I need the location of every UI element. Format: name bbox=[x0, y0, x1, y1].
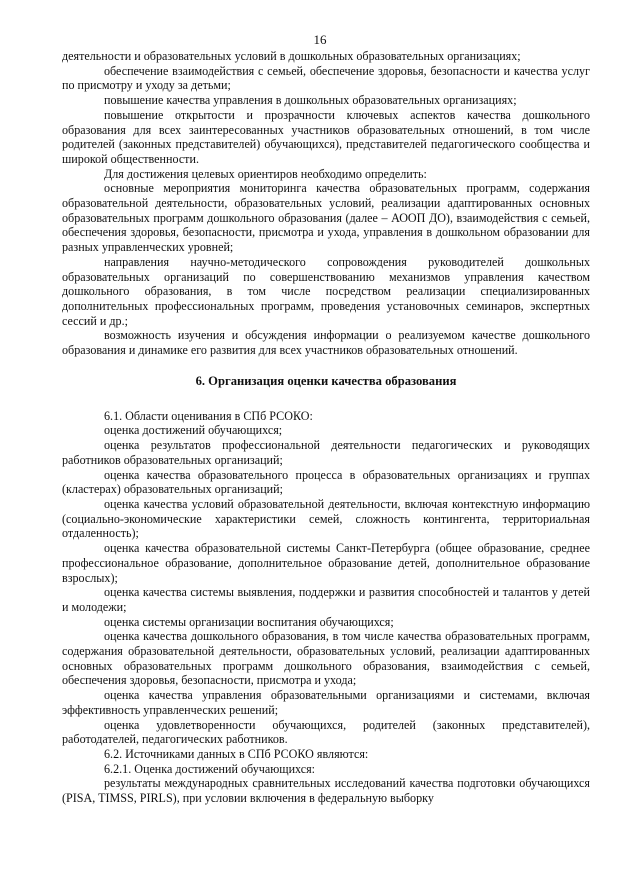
paragraph: оценка достижений обучающихся; bbox=[104, 423, 283, 438]
paragraph: оценка качества образовательного процесса в образовательных организациях и группах (кластерах) образовательных организаций; bbox=[62, 467, 590, 497]
paragraph: основные мероприятия мониторинга качества образовательных программ, содержания образовательной деятельности, образовательных условий, реализации адаптированных основных образовательных программ дошкольного образования (далее – АООП ДО), взаимодействия с семьей, обеспечения здоровья, безопасности, присмотра и ухода, управления в дошкольном образовании для разных управленческих уровней; bbox=[62, 181, 590, 255]
paragraph: оценка качества управления образовательными организациями и системами, включая эффективность управленческих решений; bbox=[62, 688, 590, 717]
paragraph: оценка качества системы выявления, поддержки и развития способностей и талантов у детей и молодежи; bbox=[62, 585, 590, 614]
paragraph: оценка результатов профессиональной деятельности педагогических и руководящих работников образовательных организаций; bbox=[62, 438, 590, 467]
section-5-continuation bbox=[62, 49, 590, 358]
paragraph: повышение качества управления в дошкольных образовательных организациях; bbox=[104, 93, 517, 108]
section-heading: 6. Организация оценки качества образования bbox=[195, 373, 457, 388]
paragraph: обеспечение взаимодействия с семьей, обеспечение здоровья, безопасности и качества услуг по присмотру и уходу за детьми; bbox=[62, 63, 590, 93]
paragraph: 6.1. Области оценивания в СПб РСОКО: bbox=[104, 408, 313, 423]
paragraph: направления научно-методического сопровождения руководителей дошкольных образовательных организаций по совершенствованию механизмов управления качеством дошкольного образования, в том числе посредством реализации специализированных дополнительных профессиональных программ, проведения установочных семинаров, экспертных сессий и др.; bbox=[62, 254, 590, 328]
paragraph: возможность изучения и обсуждения информации о реализуемом качестве дошкольного образования и динамике его развития для всех участников образовательных отношений. bbox=[62, 328, 590, 358]
paragraph: повышение открытости и прозрачности ключевых аспектов качества дошкольного образования для всех заинтересованных участников образовательных отношений, в том числе родителей (законных представителей) обучающихся), представителей педагогического сообщества и широкой общественности. bbox=[62, 107, 590, 166]
page-number: 16 bbox=[313, 32, 327, 47]
section-6-body bbox=[62, 409, 590, 806]
page-content bbox=[62, 33, 590, 806]
paragraph: 6.2. Источниками данных в СПб РСОКО являются: bbox=[104, 746, 369, 761]
paragraph: оценка системы организации воспитания обучающихся; bbox=[104, 614, 394, 629]
paragraph: 6.2.1. Оценка достижений обучающихся: bbox=[104, 761, 316, 776]
paragraph: оценка качества дошкольного образования, в том числе качества образовательных программ, содержания образовательной деятельности, образовательных условий, реализации адаптированных основных образовательных программ дошкольного образования, взаимодействия с семьей, обеспечения здоровья, безопасности, присмотра и ухода; bbox=[62, 629, 590, 688]
paragraph: Для достижения целевых ориентиров необходимо определить: bbox=[104, 166, 427, 181]
paragraph: оценка удовлетворенности обучающихся, родителей (законных представителей), работодателей, педагогических работников. bbox=[62, 717, 590, 747]
paragraph: результаты международных сравнительных исследований качества подготовки обучающихся (PISA, TIMSS, PIRLS), при условии включения в федеральную выборку bbox=[62, 776, 590, 806]
paragraph: деятельности и образовательных условий в дошкольных образовательных организациях; bbox=[62, 49, 521, 63]
paragraph: оценка качества условий образовательной деятельности, включая контекстную информацию (социально-экономические характеристики семей, сложность контингента, территориальная отдаленность); bbox=[62, 496, 590, 541]
paragraph: оценка качества образовательной системы Санкт-Петербурга (общее образование, среднее профессиональное образование, дополнительное образование детей, дополнительное образование взрослых); bbox=[62, 541, 590, 585]
